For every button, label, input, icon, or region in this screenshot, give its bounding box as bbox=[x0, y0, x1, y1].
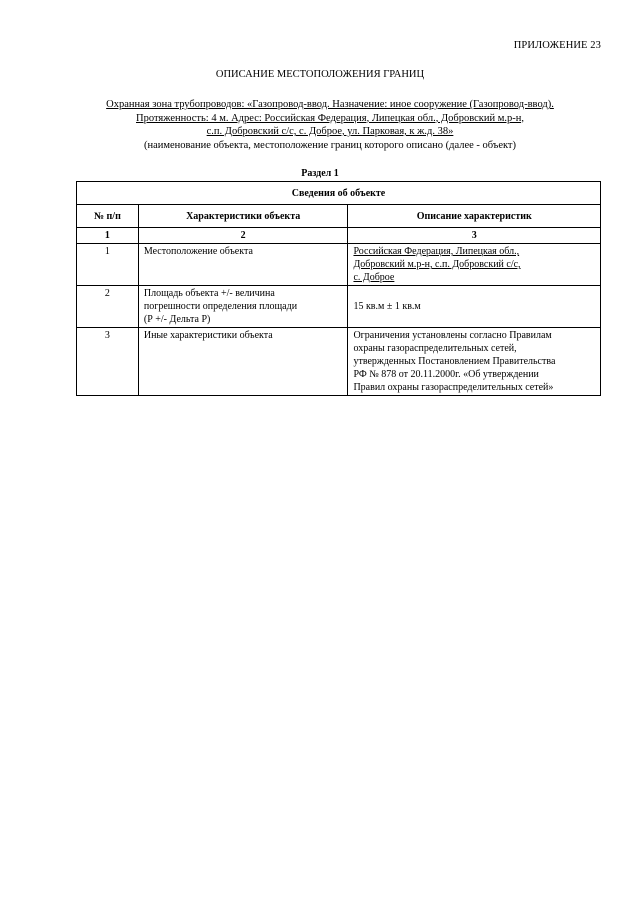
row-characteristic bbox=[138, 328, 348, 396]
column-header-description: Описание характеристик bbox=[348, 205, 601, 228]
row-description bbox=[348, 286, 601, 328]
row-number: 3 bbox=[77, 328, 139, 396]
characteristic-line: Площадь объекта +/- величина bbox=[143, 288, 275, 299]
object-name-line: Протяженность: 4 м. Адрес: Российская Федерация, Липецкая обл., Добровский м.р-н, bbox=[136, 112, 524, 124]
description-line: Ограничения установлены согласно Правилам bbox=[353, 330, 552, 341]
table-caption-row bbox=[77, 182, 601, 205]
table-row bbox=[77, 328, 601, 396]
row-description bbox=[348, 328, 601, 396]
row-number: 1 bbox=[77, 244, 139, 286]
table-row bbox=[77, 244, 601, 286]
column-number: 2 bbox=[138, 228, 348, 244]
description-line: охраны газораспределительных сетей, bbox=[353, 343, 517, 354]
description-line: с. Доброе bbox=[353, 272, 395, 283]
description-line: утвержденных Постановлением Правительства bbox=[353, 356, 556, 367]
description-line: 15 кв.м ± 1 кв.м bbox=[353, 301, 421, 312]
row-characteristic bbox=[138, 286, 348, 328]
column-header-characteristic: Характеристики объекта bbox=[138, 205, 348, 228]
characteristic-line: Местоположение объекта bbox=[143, 246, 253, 257]
object-name-line: с.п. Добровский с/с, с. Доброе, ул. Парковая, к ж.д. 38» bbox=[206, 126, 454, 137]
object-name-block bbox=[60, 98, 600, 152]
characteristic-line: Иные характеристики объекта bbox=[143, 330, 273, 341]
table-row bbox=[77, 286, 601, 328]
characteristic-line: (Р +/- Дельта Р) bbox=[143, 314, 211, 325]
document-title: ОПИСАНИЕ МЕСТОПОЛОЖЕНИЯ ГРАНИЦ bbox=[215, 69, 425, 80]
row-description bbox=[348, 244, 601, 286]
description-line: Добровский м.р-н, с.п. Добровский с/с, bbox=[353, 259, 521, 270]
column-numbers-row bbox=[77, 228, 601, 244]
row-number: 2 bbox=[77, 286, 139, 328]
description-line: Правил охраны газораспределительных сетей» bbox=[353, 382, 554, 393]
object-name-caption: (наименование объекта, местоположение границ которого описано (далее - объект) bbox=[143, 139, 517, 151]
section-title: Раздел 1 bbox=[301, 168, 339, 179]
column-header-number: № п/п bbox=[77, 205, 139, 228]
table-header-row bbox=[77, 205, 601, 228]
appendix-label: ПРИЛОЖЕНИЕ 23 bbox=[513, 40, 601, 51]
column-number: 1 bbox=[77, 228, 139, 244]
description-line: Российская Федерация, Липецкая обл., bbox=[353, 246, 520, 257]
characteristic-line: погрешности определения площади bbox=[143, 301, 298, 312]
row-characteristic bbox=[138, 244, 348, 286]
object-name-line: Охранная зона трубопроводов: «Газопровод-ввод. Назначение: иное сооружение (Газопровод-ввод). bbox=[106, 99, 554, 110]
description-line: РФ № 878 от 20.11.2000г. «Об утверждении bbox=[353, 369, 539, 380]
table-caption: Сведения об объекте bbox=[77, 182, 601, 205]
object-info-table bbox=[76, 181, 601, 396]
column-number: 3 bbox=[348, 228, 601, 244]
